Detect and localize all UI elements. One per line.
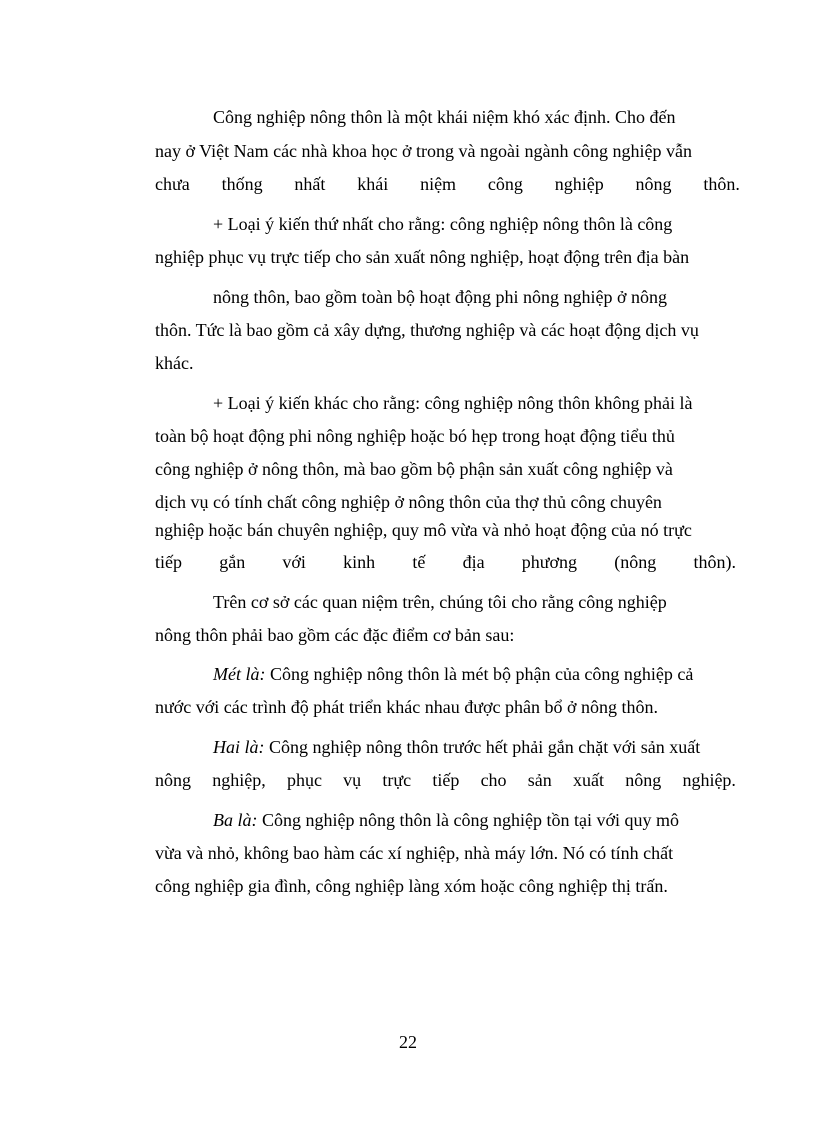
paragraph-6-text: Công nghiệp nông thôn là mét bộ phận của công nghiệp cả: [265, 664, 694, 684]
word: nghiệp: [554, 174, 604, 194]
word: khái: [357, 174, 389, 194]
paragraph-3-line-2: thôn. Tức là bao gồm cả xây dựng, thương nghiệp và các hoạt động dịch vụ: [155, 320, 699, 340]
word: phục: [286, 770, 322, 790]
paragraph-4-line-1: + Loại ý kiến khác cho rằng: công nghiệp nông thôn không phải là: [213, 393, 693, 413]
word: gắn: [219, 552, 246, 572]
paragraph-7-lead: Hai là:: [213, 737, 265, 757]
paragraph-5-line-2: nông thôn phải bao gồm các đặc điểm cơ bản sau:: [155, 625, 515, 645]
word: trực: [382, 770, 412, 790]
paragraph-4-line-2: toàn bộ hoạt động phi nông nghiệp hoặc bó hẹp trong hoạt động tiểu thủ: [155, 426, 675, 446]
word: tế: [412, 552, 426, 572]
paragraph-4-line-6: [155, 551, 736, 573]
page-number: 22: [399, 1032, 417, 1052]
word: vụ: [343, 770, 362, 790]
word: cho: [480, 770, 507, 790]
word: phương: [521, 552, 578, 572]
word: nông: [625, 770, 662, 790]
word: nghiệp.: [682, 770, 736, 790]
paragraph-6-line-1: [213, 663, 693, 685]
word: tiếp: [155, 552, 182, 572]
paragraph-7-text: Công nghiệp nông thôn trước hết phải gắn chặt với sản xuất: [264, 737, 701, 757]
word: sản: [527, 770, 552, 790]
word: công: [487, 174, 523, 194]
word: kinh: [343, 552, 376, 572]
paragraph-1-line-3: [155, 173, 740, 195]
word: địa: [462, 552, 485, 572]
paragraph-3-line-1: nông thôn, bao gồm toàn bộ hoạt động phi nông nghiệp ở nông: [213, 287, 667, 307]
paragraph-5-line-1: Trên cơ sở các quan niệm trên, chúng tôi cho rằng công nghiệp: [213, 592, 667, 612]
word: nhất: [294, 174, 326, 194]
word: nghiệp,: [212, 770, 266, 790]
paragraph-7-line-1: [213, 736, 700, 758]
word: chưa: [155, 174, 190, 194]
paragraph-8-line-3: công nghiệp gia đình, công nghiệp làng xóm hoặc công nghiệp thị trấn.: [155, 876, 668, 896]
paragraph-1-line-2: nay ở Việt Nam các nhà khoa học ở trong và ngoài ngành công nghiệp vẫn: [155, 141, 692, 161]
word: tiếp: [432, 770, 460, 790]
word: xuất: [573, 770, 604, 790]
paragraph-8-text: Công nghiệp nông thôn là công nghiệp tồn tại với quy mô: [257, 810, 679, 830]
paragraph-4-line-5: nghiệp hoặc bán chuyên nghiệp, quy mô vừa và nhỏ hoạt động của nó trực: [155, 520, 692, 540]
paragraph-1-line-1: Công nghiệp nông thôn là một khái niệm khó xác định. Cho đến: [213, 107, 676, 127]
paragraph-7-line-2: [155, 769, 736, 791]
paragraph-6-line-2: nước với các trình độ phát triển khác nhau được phân bổ ở nông thôn.: [155, 697, 658, 717]
paragraph-8-lead: Ba là:: [213, 810, 258, 830]
word: (nông: [614, 552, 657, 572]
paragraph-2-line-1: + Loại ý kiến thứ nhất cho rằng: công nghiệp nông thôn là công: [213, 214, 673, 234]
paragraph-8-line-2: vừa và nhỏ, không bao hàm các xí nghiệp, nhà máy lớn. Nó có tính chất: [155, 843, 674, 863]
paragraph-4-line-3: công nghiệp ở nông thôn, mà bao gồm bộ phận sản xuất công nghiệp và: [155, 459, 673, 479]
word: nông: [155, 770, 191, 790]
word: thôn.: [703, 174, 740, 194]
paragraph-3-line-3: khác.: [155, 353, 194, 373]
paragraph-2-line-2: nghiệp phục vụ trực tiếp cho sản xuất nông nghiệp, hoạt động trên địa bàn: [155, 247, 690, 267]
word: nông: [635, 174, 672, 194]
word: thống: [221, 174, 263, 194]
word: niệm: [420, 174, 457, 194]
paragraph-8-line-1: [213, 809, 679, 831]
paragraph-4-line-4: dịch vụ có tính chất công nghiệp ở nông thôn của thợ thủ công chuyên: [155, 492, 662, 512]
word: với: [282, 552, 306, 572]
paragraph-6-lead: Mét là:: [213, 664, 266, 684]
word: thôn).: [693, 552, 736, 572]
